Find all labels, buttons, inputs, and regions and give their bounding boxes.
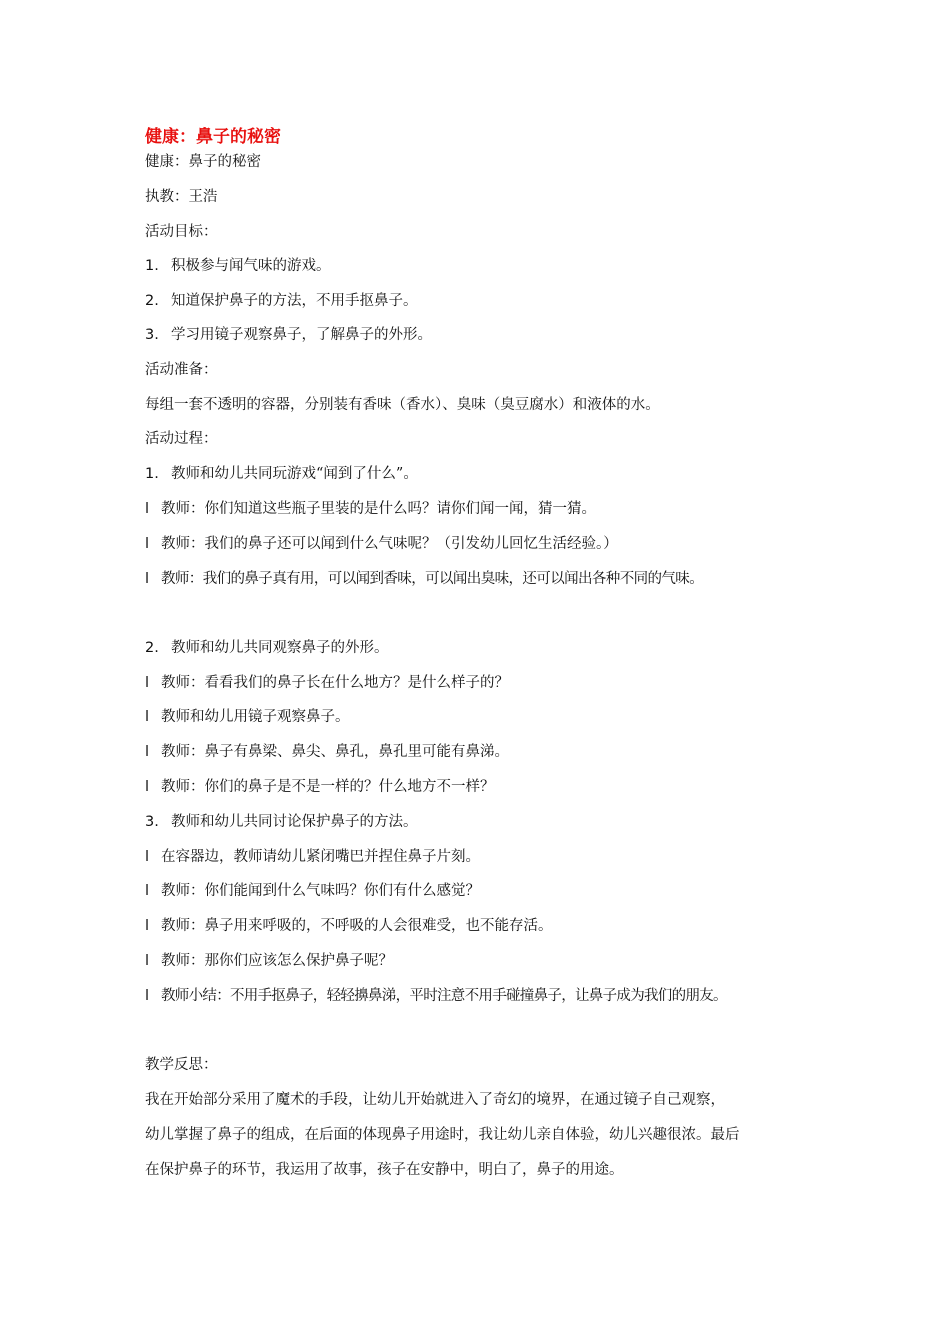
bullet-text: 教师：我们的鼻子还可以闻到什么气味呢？（引发幼儿回忆生活经验。） [161,536,618,552]
bullet-mark: l [145,571,150,587]
step-text: 教师和幼儿共同讨论保护鼻子的方法。 [171,814,418,830]
bullet-text: 教师：看看我们的鼻子长在什么地方？是什么样子的？ [161,675,509,691]
bullet-text: 教师：鼻子有鼻梁、鼻尖、鼻孔，鼻孔里可能有鼻涕。 [161,744,509,760]
bullet-item [145,916,553,936]
bullet-mark: l [145,953,150,969]
bullet-item [145,534,618,554]
step-number: 1. [145,466,159,482]
teacher-line: 执教：王浩 [145,189,218,205]
bullet-mark: l [145,709,150,725]
bullet-mark: l [145,536,150,552]
bullet-mark: l [145,675,150,691]
bullet-mark: l [145,779,150,795]
goals-heading: 活动目标： [145,224,218,240]
bullet-text: 教师小结：不用手抠鼻子，轻轻擤鼻涕，平时注意不用手碰撞鼻子，让鼻子成为我们的朋友。 [161,988,727,1004]
goal-item [145,325,432,345]
bullet-item [145,777,495,797]
step-number: 3. [145,814,159,830]
step-item [145,638,389,658]
step-text: 教师和幼儿共同观察鼻子的外形。 [171,640,389,656]
bullet-text: 教师：你们知道这些瓶子里装的是什么吗？请你们闻一闻，猜一猜。 [161,501,596,517]
bullet-mark: l [145,918,150,934]
goal-item [145,256,331,276]
goal-number: 3. [145,327,159,343]
step-item [145,464,418,484]
bullet-item [145,986,727,1006]
bullet-item [145,673,509,693]
step-number: 2. [145,640,159,656]
reflection-heading: 教学反思： [145,1057,218,1073]
goal-item [145,291,418,311]
bullet-mark: l [145,883,150,899]
bullet-text: 教师：我们的鼻子真有用，可以闻到香味，可以闻出臭味，还可以闻出各种不同的气味。 [161,571,704,587]
bullet-mark: l [145,501,150,517]
bullet-item [145,742,509,762]
goal-number: 2. [145,293,159,309]
reflection-line: 在保护鼻子的环节，我运用了故事，孩子在安静中，明白了，鼻子的用途。 [145,1162,624,1178]
bullet-mark: l [145,988,150,1004]
bullet-text: 教师：你们能闻到什么气味吗？你们有什么感觉？ [161,883,480,899]
bullet-text: 教师和幼儿用镜子观察鼻子。 [161,709,350,725]
reflection-line: 我在开始部分采用了魔术的手段，让幼儿开始就进入了奇幻的境界，在通过镜子自己观察， [145,1092,725,1108]
subtitle: 健康：鼻子的秘密 [145,154,261,170]
bullet-item [145,499,596,519]
step-item [145,812,418,832]
bullet-mark: l [145,744,150,760]
bullet-text: 教师：鼻子用来呼吸的，不呼吸的人会很难受，也不能存活。 [161,918,553,934]
bullet-mark: l [145,849,150,865]
prep-text: 每组一套不透明的容器，分别装有香味（香水）、臭味（臭豆腐水）和液体的水。 [145,397,660,413]
prep-heading: 活动准备： [145,362,218,378]
bullet-item [145,881,480,901]
goal-text: 积极参与闻气味的游戏。 [171,258,331,274]
bullet-item [145,707,350,727]
bullet-item [145,951,393,971]
bullet-text: 在容器边，教师请幼儿紧闭嘴巴并捏住鼻子片刻。 [161,849,480,865]
bullet-item [145,569,703,589]
goal-text: 知道保护鼻子的方法，不用手抠鼻子。 [171,293,418,309]
bullet-text: 教师：那你们应该怎么保护鼻子呢？ [161,953,393,969]
reflection-line: 幼儿掌握了鼻子的组成，在后面的体现鼻子用途时，我让幼儿亲自体验，幼儿兴趣很浓。最后 [145,1127,740,1143]
goal-number: 1. [145,258,159,274]
step-text: 教师和幼儿共同玩游戏“闻到了什么”。 [171,466,418,482]
bullet-text: 教师：你们的鼻子是不是一样的？什么地方不一样？ [161,779,495,795]
process-heading: 活动过程： [145,431,218,447]
bullet-item [145,847,480,867]
document-title: 健康：鼻子的秘密 [145,127,281,147]
goal-text: 学习用镜子观察鼻子，了解鼻子的外形。 [171,327,432,343]
